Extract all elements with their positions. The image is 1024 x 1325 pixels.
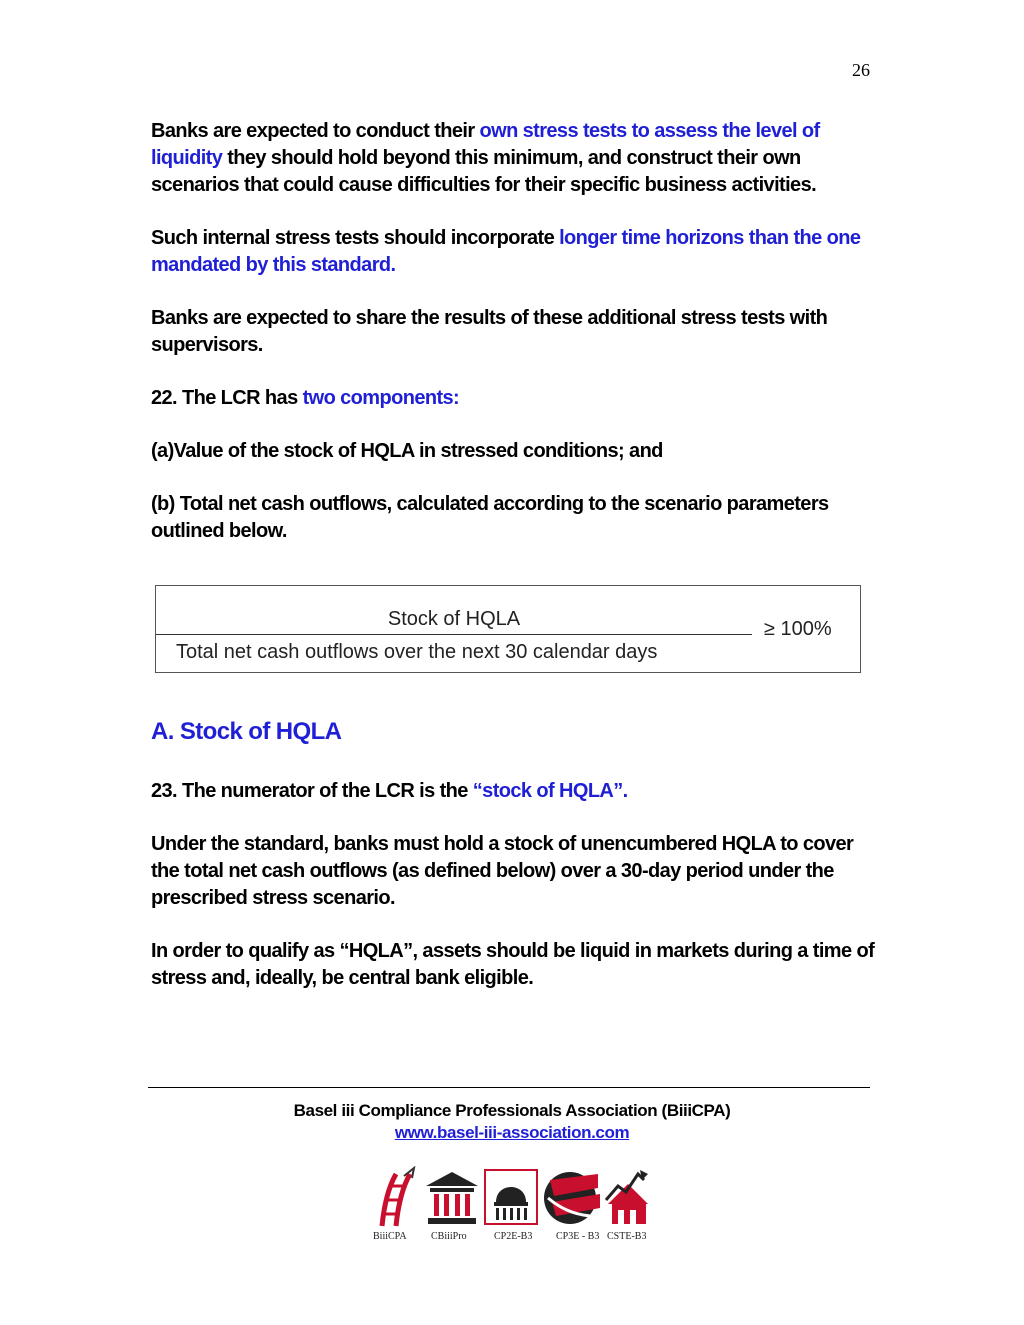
paragraph xyxy=(151,438,881,465)
text-run: they should hold beyond this minimum, and construct their own scenarios that could cause difficulties for their specific business activities. xyxy=(151,147,817,196)
dome-building-icon xyxy=(484,1166,538,1228)
chart-house-icon xyxy=(604,1166,654,1228)
paragraph xyxy=(151,118,881,199)
paragraph xyxy=(151,305,881,359)
highlighted-text: own stress tests to assess the level of liquidity xyxy=(151,120,820,169)
paragraph xyxy=(151,778,881,805)
text-run: Banks are expected to share the results of these additional stress tests with supervisors. xyxy=(151,307,828,356)
highlighted-text: two components: xyxy=(302,387,460,409)
paragraph xyxy=(151,831,881,912)
text-run: Such internal stress tests should incorporate xyxy=(151,227,560,249)
highlighted-text: longer time horizons than the one mandated by this standard. xyxy=(151,227,861,276)
logo-caption-cp2e: CP2E-B3 xyxy=(494,1231,533,1242)
logo-caption-cbiiipro: CBiiiPro xyxy=(431,1231,467,1242)
text-run: 22. The LCR has xyxy=(151,387,303,409)
text-run: Under the standard, banks must hold a stock of unencumbered HQLA to cover the total net cash outflows (as defined below) over a 30-day period under the prescribed stress scenario. xyxy=(151,833,854,909)
footer-divider xyxy=(148,1087,870,1088)
highlighted-text: “stock of HQLA”. xyxy=(472,780,628,802)
text-run: (b) Total net cash outflows, calculated according to the scenario parameters outlined below. xyxy=(151,493,829,542)
text-run: Banks are expected to conduct their xyxy=(151,120,480,142)
bank-building-icon xyxy=(424,1166,480,1228)
logo-caption-biiicpa: BiiiCPA xyxy=(373,1231,407,1242)
paragraph xyxy=(151,385,881,412)
logo-caption-cste: CSTE-B3 xyxy=(607,1231,647,1242)
page-number: 26 xyxy=(852,60,870,80)
ladder-icon xyxy=(374,1166,418,1228)
globe-icon xyxy=(542,1166,602,1228)
body-text-top xyxy=(151,118,881,571)
text-run: 23. The numerator of the LCR is the xyxy=(151,780,473,802)
paragraph xyxy=(151,938,881,992)
body-text-bottom xyxy=(151,778,881,1018)
paragraph xyxy=(151,225,881,279)
section-heading: A. Stock of HQLA xyxy=(151,718,342,745)
footer-website-link[interactable]: www.basel-iii-association.com xyxy=(394,1123,630,1142)
text-run: In order to qualify as “HQLA”, assets should be liquid in markets during a time of stress and, ideally, be central bank eligible. xyxy=(151,940,875,989)
formula-numerator: Stock of HQLA xyxy=(387,608,521,630)
text-run: (a)Value of the stock of HQLA in stressed conditions; and xyxy=(151,440,663,462)
paragraph xyxy=(151,491,881,545)
footer-organization: Basel iii Compliance Professionals Association (BiiiCPA) xyxy=(293,1101,731,1120)
lcr-formula-box xyxy=(155,585,861,673)
fraction-bar xyxy=(156,634,752,635)
formula-comparison: ≥ 100% xyxy=(764,618,832,640)
logo-caption-cp3e: CP3E - B3 xyxy=(556,1231,600,1242)
formula-denominator: Total net cash outflows over the next 30 calendar days xyxy=(176,641,658,663)
